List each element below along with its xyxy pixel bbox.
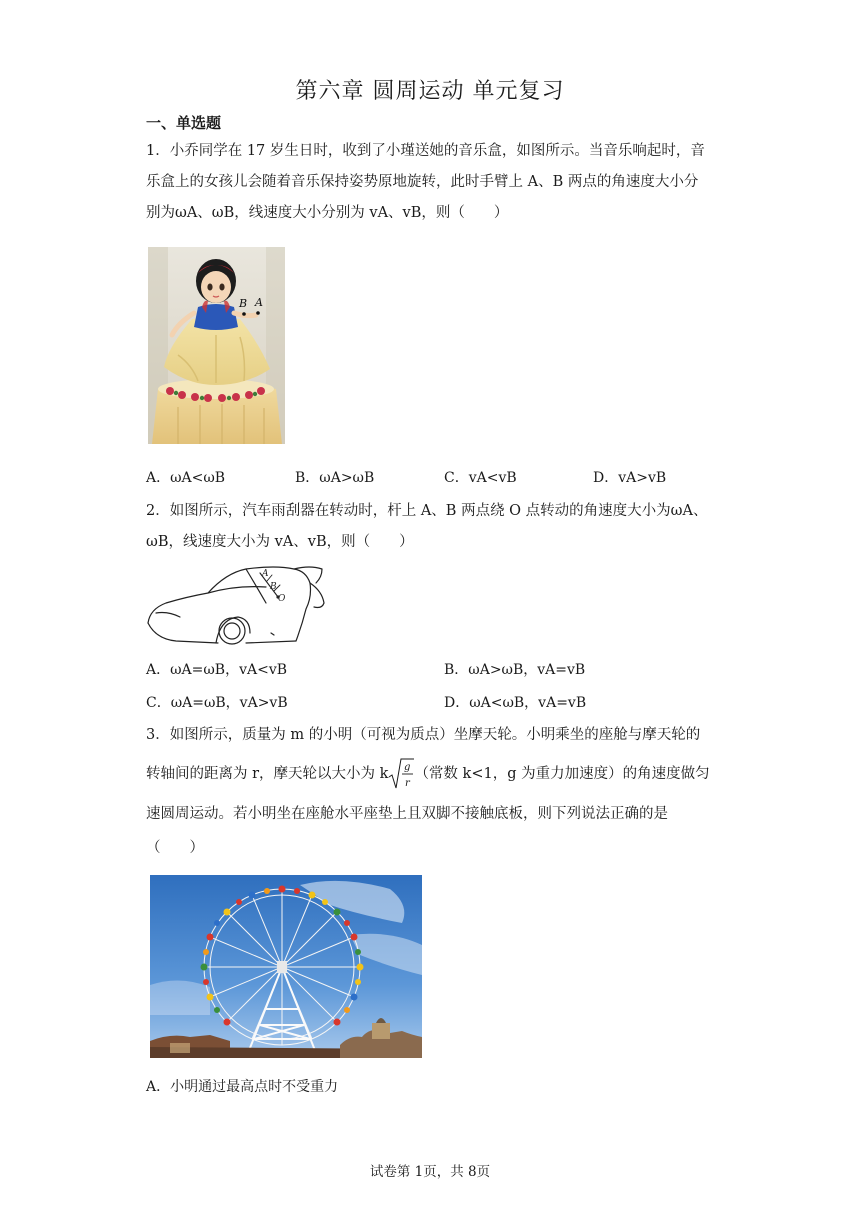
q2-line-1: 2．如图所示，汽车雨刮器在转动时，杆上 A、B 两点绕 O 点转动的角速度大小为ωA、 (146, 503, 708, 519)
q2-option-b[interactable]: B．ωA>ωB，vA=vB (444, 662, 586, 678)
ferris-wheel-image (150, 875, 422, 1058)
fig-label-b: B (270, 582, 277, 592)
music-box-image (148, 247, 285, 444)
fraction-denominator: r (405, 778, 411, 789)
q3-line-2-post: （常数 k<1，g 为重力加速度）的角速度做匀 (414, 766, 710, 782)
fig-label-a: A (262, 569, 269, 579)
q1-line-2: 乐盒上的女孩儿会随着音乐保持姿势原地旋转，此时手臂上 A、B 两点的角速度大小分 (146, 174, 699, 190)
q1-line-3: 别为ωA、ωB，线速度大小分别为 vA、vB，则（ ） (146, 205, 509, 221)
q3-line-2 (146, 754, 716, 794)
label-a: A (255, 296, 263, 309)
question-3-text (146, 720, 716, 751)
q3-option-a[interactable]: A．小明通过最高点时不受重力 (146, 1079, 339, 1095)
fraction-numerator: g (404, 762, 411, 773)
q2-line-2: ωB，线速度大小为 vA、vB，则（ ） (146, 534, 414, 550)
label-b: B (239, 297, 248, 310)
page-title: 第六章 圆周运动 单元复习 (295, 79, 565, 104)
car-wiper-diagram (146, 563, 326, 647)
q3-line-4: （ ） (146, 840, 204, 856)
q3-line-1: 3．如图所示，质量为 m 的小明（可视为质点）坐摩天轮。小明乘坐的座舱与摩天轮的 (146, 727, 701, 743)
page-footer: 试卷第 1页，共 8页 (369, 1164, 491, 1180)
q1-option-a[interactable]: A．ωA<ωB (146, 470, 226, 486)
q2-option-c[interactable]: C．ωA=ωB，vA>vB (146, 695, 288, 711)
section-heading: 一、单选题 (146, 114, 222, 132)
question-3-text-cont (146, 799, 716, 864)
q1-option-c[interactable]: C．vA<vB (444, 470, 517, 486)
q1-option-d[interactable]: D．vA>vB (593, 470, 667, 486)
q3-line-3: 速圆周运动。若小明坐在座舱水平座垫上且双脚不接触底板，则下列说法正确的是 (146, 806, 668, 822)
q3-line-2-pre: 转轴间的距离为 r，摩天轮以大小为 k (146, 766, 389, 782)
q2-option-d[interactable]: D．ωA<ωB，vA=vB (444, 695, 587, 711)
fig-label-o: O (278, 594, 286, 604)
q1-line-1: 1．小乔同学在 17 岁生日时，收到了小瑾送她的音乐盒，如图所示。当音乐响起时，音 (146, 143, 705, 159)
question-1-text (146, 136, 716, 229)
question-2-text (146, 496, 716, 558)
q1-option-b[interactable]: B．ωA>ωB (295, 470, 375, 486)
sqrt-g-over-r (388, 754, 414, 794)
q2-option-a[interactable]: A．ωA=ωB，vA<vB (146, 662, 288, 678)
